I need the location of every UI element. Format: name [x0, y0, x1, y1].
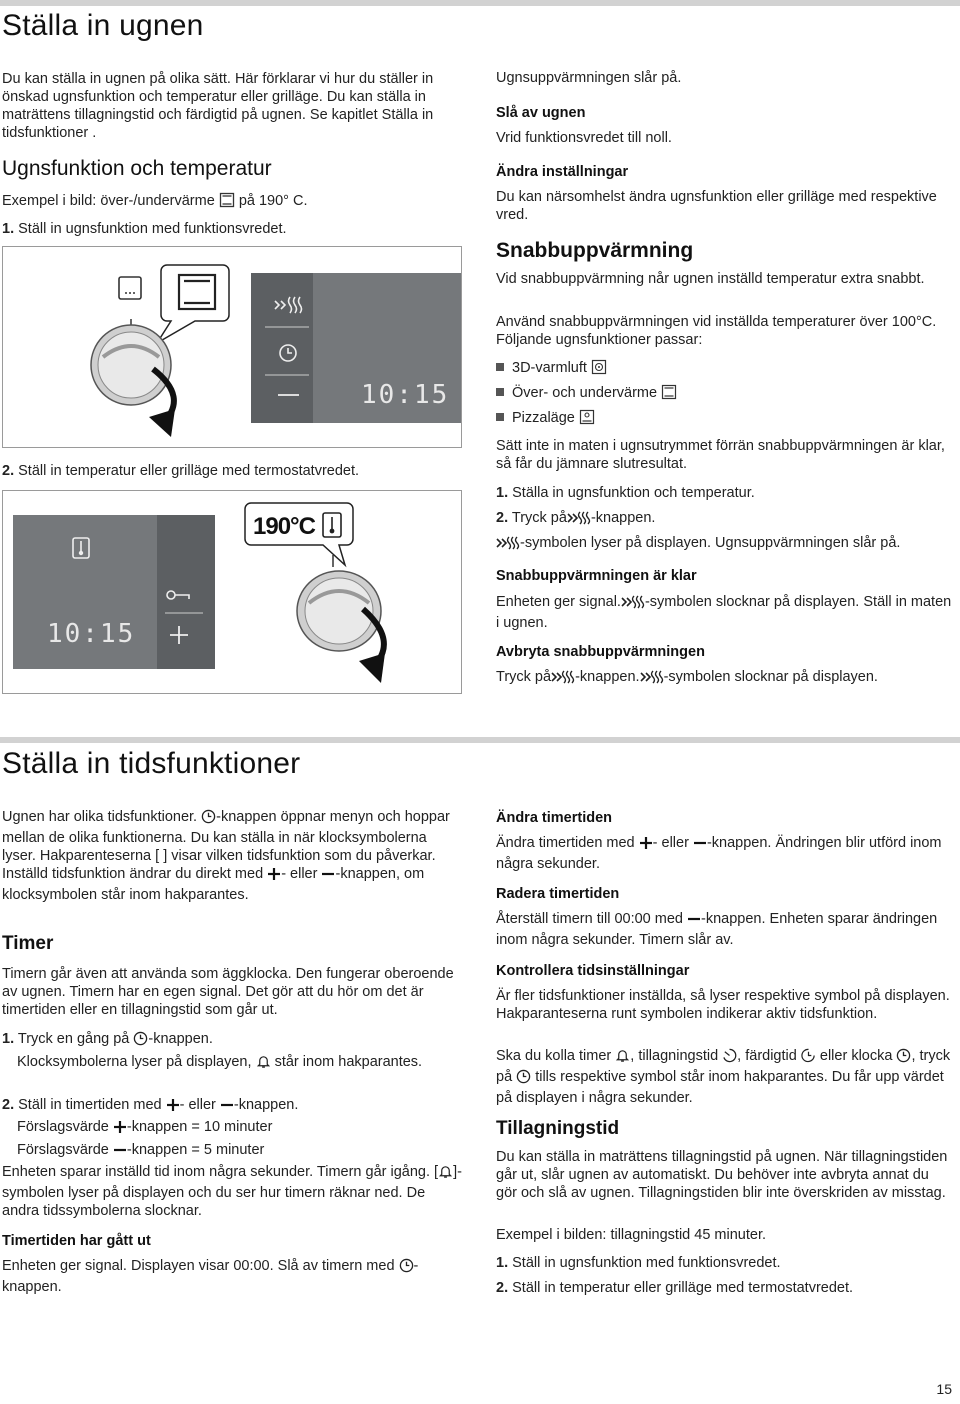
- step-text: Tryck på: [511, 510, 567, 526]
- page-number: 15: [936, 1381, 952, 1397]
- rapid-heat-icon: [551, 670, 575, 689]
- list-item-label: 3D-varmluft: [512, 360, 587, 376]
- suggest-plus: [17, 1118, 272, 1139]
- check-2c: , färdigtid: [737, 1048, 797, 1064]
- cooking-step-1: [496, 1254, 952, 1272]
- cooking-time-icon: [722, 1048, 737, 1068]
- change-timer-b: - eller: [652, 835, 689, 851]
- heading-delete-timer: Radera timertiden: [496, 886, 620, 902]
- delete-timer-a: Återställ timern till 00:00 med: [496, 911, 683, 927]
- clock-icon: [516, 1069, 531, 1089]
- pizza-setting-icon: [579, 409, 595, 430]
- timer-step-1: [2, 1030, 464, 1051]
- change-timer-text: [496, 834, 956, 873]
- clock-icon: [896, 1048, 911, 1068]
- step-number: 1.: [2, 1031, 15, 1047]
- temp-bubble-label: 190°C: [253, 513, 315, 540]
- display-time-2: 10:15: [47, 619, 136, 649]
- rapid-done-a: Enheten ger signal.: [496, 594, 621, 610]
- bullet-icon: [496, 363, 504, 371]
- top-bottom-heat-icon: [219, 192, 235, 213]
- delete-timer-b: -knappen. Enheten sparar ändringen inom några sekunder. Timern slår av.: [496, 911, 938, 948]
- rapid-text-3: Sätt inte in maten i ugnsutrymmet förrän snabbuppvärmningen är klar, så får du jämnare slutresultat.: [496, 438, 945, 472]
- example-line: [2, 192, 472, 213]
- rapid-heat-icon: [567, 511, 591, 530]
- rapid-cancel-a: Tryck på: [496, 669, 552, 685]
- rapid-heat-icon: [496, 536, 520, 555]
- intro-b: -knappen öppnar menyn och hoppar mellan de olika funktionerna. Du kan ställa in när klocksymbolerna lyser. Hakparenteserna [ ] visar vilken tidsfunktion som du påverkar. Inställd tidsfunktion ändrar du direkt med: [2, 809, 450, 882]
- preheat-on-text: Ugnsuppvärmningen slår på.: [496, 70, 682, 86]
- heading-rapid-cancel: Avbryta snabbuppvärmningen: [496, 644, 705, 660]
- check-2d: eller klocka: [819, 1048, 893, 1064]
- section-rule-top: [0, 0, 960, 6]
- timer-done-a: Enheten ger signal. Displayen visar 00:00. Slå av timern med: [2, 1258, 395, 1274]
- step-text: Ställ in temperatur eller grilläge med termostatvredet.: [18, 463, 360, 479]
- rapid-done-b: -symbolen slocknar på displayen. Ställ in maten i ugnen.: [496, 594, 952, 631]
- illustration-thermostat-knob: [2, 490, 462, 694]
- change-timer-c: -knappen. Ändringen blir utförd inom några sekunder.: [496, 835, 942, 872]
- step-text: Ställ in timertiden med: [18, 1097, 162, 1113]
- plus-icon: [166, 1098, 180, 1117]
- step-number: 2.: [2, 463, 15, 479]
- suggest-value: -knappen = 10 minuter: [126, 1119, 273, 1135]
- step-text-c: -knappen.: [233, 1097, 299, 1113]
- cooking-text-2: Exempel i bilden: tillagningstid 45 minuter.: [496, 1227, 767, 1243]
- change-settings-text: Du kan närsomhelst ändra ugnsfunktion eller grilläge med respektive vred.: [496, 189, 937, 223]
- rapid-cancel-text: [496, 668, 960, 689]
- cooking-text-1: Du kan ställa in maträttens tillagningstid på ugnen. När tillagningstiden går ut, slår ugnen av automatiskt. Du behöver inte avbryta annat du gör och slå av ugnen. Tillagningstiden blir inte överskriden av misstag.: [496, 1149, 948, 1201]
- step-number: 1.: [2, 221, 15, 237]
- intro-text: Du kan ställa in ugnen på olika sätt. Här förklarar vi hur du ställer in önskad ugnsfunktion och temperatur eller grilläge. Du kan ställa in maträttens tillagningstid och färdigtid på ugnen. Se kapitlet Ställa in tidsfunktioner .: [2, 71, 434, 141]
- step-text: Ställ in ugnsfunktion med funktionsvredet.: [512, 1255, 781, 1271]
- step-detail-a: Klocksymbolerna lyser på displayen,: [17, 1054, 252, 1070]
- section-title-time-functions: Ställa in tidsfunktioner: [2, 747, 301, 780]
- intro-c: - eller: [281, 866, 318, 882]
- step-detail-b: står inom hakparantes.: [274, 1054, 423, 1070]
- plus-icon: [113, 1120, 127, 1139]
- timer-after-b: ]-symbolen lyser på displayen och du ser hur timern räknar ned. De andra tidssymbolerna slocknar.: [2, 1164, 462, 1219]
- time-intro-text: [2, 808, 464, 904]
- timer-text: Timern går även att använda som äggklocka. Den fungerar oberoende av ugnen. Timern har en egen signal. Det gör att du hör om det är timertiden eller en tillagningstid som går ut.: [2, 966, 454, 1018]
- timer-done-b: -knappen.: [2, 1258, 419, 1295]
- check-text-2: [496, 1047, 956, 1107]
- switch-off-text: Vrid funktionsvredet till noll.: [496, 130, 672, 146]
- heading-rapid-done: Snabbuppvärmningen är klar: [496, 568, 697, 584]
- heading-cooking-time: Tillagningstid: [496, 1118, 620, 1139]
- minus-icon: [113, 1143, 127, 1162]
- check-2e: , tryck på: [496, 1048, 951, 1085]
- timer-done-text: [2, 1257, 442, 1296]
- timer-after-text: [2, 1163, 464, 1220]
- hot-air-3d-icon: [591, 359, 607, 380]
- timer-step-2: [2, 1096, 464, 1117]
- top-bottom-heat-icon: [661, 384, 677, 405]
- section-title-oven: Ställa in ugnen: [2, 9, 204, 42]
- rapid-result-b: -symbolen lyser på displayen. Ugnsuppvärmningen slår på.: [520, 535, 901, 551]
- step-text-b: -knappen.: [148, 1031, 213, 1047]
- example-text-a: Exempel i bild: över-/undervärme: [2, 193, 215, 209]
- section-rule-middle: [0, 737, 960, 743]
- suggest-label: Förslagsvärde: [17, 1142, 109, 1158]
- clock-icon: [399, 1258, 414, 1278]
- heading-switch-off: Slå av ugnen: [496, 105, 586, 121]
- bullet-icon: [496, 413, 504, 421]
- minus-icon: [693, 836, 707, 855]
- heading-function-temp: Ugnsfunktion och temperatur: [2, 157, 272, 180]
- step-2-temperature: [2, 462, 472, 480]
- suggest-label: Förslagsvärde: [17, 1119, 109, 1135]
- bell-icon: [615, 1048, 630, 1068]
- intro-a: Ugnen har olika tidsfunktioner.: [2, 809, 198, 825]
- rapid-result-text: [496, 534, 960, 555]
- list-item: [496, 409, 595, 430]
- delete-timer-text: [496, 910, 956, 949]
- list-item-label: Pizzaläge: [512, 410, 575, 426]
- illustration-function-knob: [2, 246, 462, 448]
- bell-icon: [438, 1164, 453, 1184]
- knob-illustration-svg: [3, 247, 461, 447]
- display-time-1: 10:15: [361, 380, 450, 410]
- cooking-step-2: [496, 1279, 952, 1297]
- thermostat-illustration-svg: [3, 491, 461, 693]
- list-item: [496, 384, 677, 405]
- rapid-step-1: [496, 484, 956, 502]
- minus-icon: [687, 912, 701, 931]
- step-text: Tryck en gång på: [17, 1031, 130, 1047]
- suggest-value: -knappen = 5 minuter: [126, 1142, 265, 1158]
- step-number: 1.: [496, 485, 509, 501]
- minus-icon: [321, 867, 335, 886]
- step-number: 2.: [496, 510, 509, 526]
- step-1-function: [2, 220, 462, 238]
- heading-timer-done: Timertiden har gått ut: [2, 1233, 151, 1249]
- step-text: Ställ in temperatur eller grilläge med termostatvredet.: [512, 1280, 854, 1296]
- rapid-heat-icon: [621, 595, 645, 614]
- bullet-icon: [496, 388, 504, 396]
- timer-step-1-detail: [17, 1053, 463, 1074]
- check-2a: Ska du kolla timer: [496, 1048, 612, 1064]
- timer-after-a: Enheten sparar inställd tid inom några sekunder. Timern går igång. [: [2, 1164, 439, 1180]
- list-item-label: Över- och undervärme: [512, 385, 658, 401]
- rapid-heat-icon: [640, 670, 664, 689]
- step-text: Ställa in ugnsfunktion och temperatur.: [512, 485, 755, 501]
- heading-change-timer: Ändra timertiden: [496, 810, 613, 826]
- clock-icon: [201, 809, 216, 829]
- end-time-icon: [801, 1048, 816, 1068]
- heading-timer: Timer: [2, 933, 54, 954]
- menu-icon: [119, 277, 141, 299]
- rapid-text-2: Använd snabbuppvärmningen vid inställda temperaturer över 100°C. Följande ugnsfunktioner passar:: [496, 314, 937, 348]
- heading-check-settings: Kontrollera tidsinställningar: [496, 963, 690, 979]
- intro-d: -knappen, om klocksymbolen står inom hakparantes.: [2, 866, 425, 903]
- step-number: 2.: [496, 1280, 509, 1296]
- change-timer-a: Ändra timertiden med: [496, 835, 635, 851]
- rapid-cancel-b: -knappen.: [575, 669, 640, 685]
- rapid-step-2: [496, 509, 956, 530]
- step-text: Ställ in ugnsfunktion med funktionsvredet.: [18, 221, 287, 237]
- rapid-text-1: Vid snabbuppvärmning når ugnen inställd temperatur extra snabbt.: [496, 271, 925, 287]
- check-2b: , tillagningstid: [630, 1048, 719, 1064]
- list-item: [496, 359, 607, 380]
- step-number: 2.: [2, 1097, 15, 1113]
- rapid-done-text: [496, 593, 956, 632]
- step-number: 1.: [496, 1255, 509, 1271]
- plus-icon: [639, 836, 653, 855]
- clock-icon: [133, 1031, 148, 1051]
- check-2f: tills respektive symbol står inom hakparantes. Du får upp värdet på displayen i några sekunder.: [496, 1069, 944, 1106]
- step-text-b: -knappen.: [590, 510, 656, 526]
- bell-icon: [256, 1054, 271, 1074]
- plus-icon: [267, 867, 281, 886]
- check-text-1: Är fler tidsfunktioner inställda, så lyser respektive symbol på displayen. Hakparanteserna runt symbolen indikerar aktiv tidsfunktion.: [496, 988, 950, 1022]
- heading-change-settings: Ändra inställningar: [496, 164, 629, 180]
- heading-rapid-heating: Snabbuppvärmning: [496, 239, 694, 262]
- suggest-minus: [17, 1141, 264, 1162]
- example-text-b: på 190° C.: [238, 193, 308, 209]
- step-text-b: - eller: [179, 1097, 216, 1113]
- function-knob: [91, 325, 171, 405]
- minus-icon: [220, 1098, 234, 1117]
- rapid-cancel-c: -symbolen slocknar på displayen.: [663, 669, 878, 685]
